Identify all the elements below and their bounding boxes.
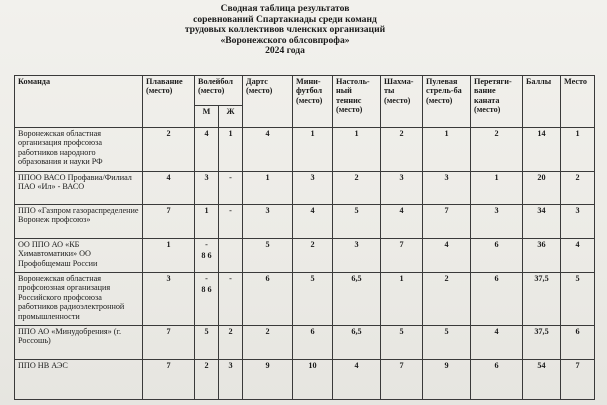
cell-volleyball-men xyxy=(195,273,219,326)
table-row xyxy=(15,239,595,273)
cell-chess: 7 xyxy=(381,360,423,400)
cell-volleyball-men-value: - xyxy=(205,240,208,249)
cell-tug-of-war: 6 xyxy=(471,239,523,273)
cell-shooting: 4 xyxy=(423,239,471,273)
cell-volleyball-men: 4 xyxy=(195,128,219,172)
cell-minifootball: 10 xyxy=(293,360,333,400)
header-place: Место xyxy=(561,76,595,128)
cell-minifootball: 3 xyxy=(293,172,333,205)
cell-table-tennis: 6,5 xyxy=(333,326,381,360)
document-title xyxy=(150,4,420,57)
cell-darts: 2 xyxy=(243,326,293,360)
table-row xyxy=(15,205,595,239)
cell-place: 6 xyxy=(561,326,595,360)
cell-volleyball-women: 2 xyxy=(219,326,243,360)
cell-chess: 2 xyxy=(381,128,423,172)
cell-volleyball-women: 3 xyxy=(219,360,243,400)
cell-chess: 3 xyxy=(381,172,423,205)
cell-place: 2 xyxy=(561,172,595,205)
header-shooting: Пулевая стрель-ба (место) xyxy=(423,76,471,128)
cell-shooting: 7 xyxy=(423,205,471,239)
title-line-1: Сводная таблица результатов xyxy=(220,3,350,14)
title-line-3: трудовых коллективов членских организаций xyxy=(184,24,386,36)
cell-volleyball-women xyxy=(219,239,243,273)
cell-chess: 7 xyxy=(381,239,423,273)
header-table-tennis: Настоль-ный теннис (место) xyxy=(333,76,381,128)
results-table xyxy=(14,75,595,400)
team-name: ППО АО «Минудобрения» (г. Россошь) xyxy=(15,326,143,360)
cell-minifootball: 5 xyxy=(293,273,333,326)
cell-shooting: 9 xyxy=(423,360,471,400)
header-row xyxy=(15,76,595,106)
header-chess: Шахма-ты (место) xyxy=(381,76,423,128)
cell-tug-of-war: 6 xyxy=(471,273,523,326)
cell-tug-of-war: 3 xyxy=(471,205,523,239)
cell-darts: 9 xyxy=(243,360,293,400)
cell-volleyball-women: - xyxy=(219,205,243,239)
cell-swimming: 7 xyxy=(143,326,195,360)
cell-darts: 6 xyxy=(243,273,293,326)
title-line-4: «Воронежского облсовпрофа» xyxy=(220,34,350,46)
cell-swimming: 1 xyxy=(143,239,195,273)
cell-darts: 1 xyxy=(243,172,293,205)
cell-shooting: 5 xyxy=(423,326,471,360)
cell-swimming: 4 xyxy=(143,172,195,205)
cell-swimming: 2 xyxy=(143,128,195,172)
cell-minifootball: 6 xyxy=(293,326,333,360)
cell-tug-of-war: 4 xyxy=(471,326,523,360)
cell-volleyball-men: 1 xyxy=(195,205,219,239)
header-darts: Дартс (место) xyxy=(243,76,293,128)
cell-volleyball-men: 5 xyxy=(195,326,219,360)
cell-shooting: 1 xyxy=(423,128,471,172)
cell-volleyball-women: - xyxy=(219,273,243,326)
cell-points: 20 xyxy=(523,172,561,205)
cell-points: 36 xyxy=(523,239,561,273)
cell-table-tennis: 1 xyxy=(333,128,381,172)
cell-shooting: 3 xyxy=(423,172,471,205)
cell-tug-of-war: 1 xyxy=(471,172,523,205)
cell-volleyball-men-value: - xyxy=(205,274,208,283)
cell-chess: 5 xyxy=(381,326,423,360)
cell-place: 7 xyxy=(561,360,595,400)
cell-table-tennis: 3 xyxy=(333,239,381,273)
cell-swimming: 3 xyxy=(143,273,195,326)
cell-darts: 4 xyxy=(243,128,293,172)
cell-place: 5 xyxy=(561,273,595,326)
team-name: Воронежская областная профсоюзная организация Российского профсоюза работников радиоэлектронной промышленности xyxy=(15,273,143,326)
table-row xyxy=(15,172,595,205)
cell-table-tennis: 4 xyxy=(333,360,381,400)
team-name: ППОО ВАСО Профавиа/Филиал ПАО «Ил» - ВАСО xyxy=(15,172,143,205)
header-volleyball-women: Ж xyxy=(219,106,243,128)
table-row xyxy=(15,326,595,360)
cell-volleyball-men xyxy=(195,239,219,273)
cell-volleyball-men: 2 xyxy=(195,360,219,400)
header-minifootball: Мини-футбол (место) xyxy=(293,76,333,128)
table-row xyxy=(15,273,595,326)
cell-volleyball-women: 1 xyxy=(219,128,243,172)
cell-table-tennis: 5 xyxy=(333,205,381,239)
cell-volleyball-men-note: 8 6 xyxy=(201,251,212,261)
cell-points: 54 xyxy=(523,360,561,400)
cell-points: 14 xyxy=(523,128,561,172)
cell-darts: 3 xyxy=(243,205,293,239)
cell-points: 37,5 xyxy=(523,326,561,360)
cell-minifootball: 1 xyxy=(293,128,333,172)
cell-tug-of-war: 2 xyxy=(471,128,523,172)
cell-table-tennis: 2 xyxy=(333,172,381,205)
team-name: ППО НВ АЭС xyxy=(15,360,143,400)
header-points: Баллы xyxy=(523,76,561,128)
cell-points: 34 xyxy=(523,205,561,239)
cell-place: 1 xyxy=(561,128,595,172)
cell-swimming: 7 xyxy=(143,205,195,239)
team-name: ОО ППО АО «КБ Химавтоматики» ОО Профобщемаш России xyxy=(15,239,143,273)
cell-place: 4 xyxy=(561,239,595,273)
header-tug-of-war: Перетяги-вание каната (место) xyxy=(471,76,523,128)
cell-points: 37,5 xyxy=(523,273,561,326)
team-name: ППО «Газпром газораспределение Воронеж профсоюз» xyxy=(15,205,143,239)
title-line-5: 2024 года xyxy=(265,45,305,57)
cell-volleyball-men-note: 8 6 xyxy=(201,285,212,295)
header-volleyball: Волейбол (место) xyxy=(195,76,243,106)
cell-volleyball-women: - xyxy=(219,172,243,205)
cell-volleyball-men: 3 xyxy=(195,172,219,205)
title-line-2: соревнований Спартакиады среди команд xyxy=(193,13,377,25)
cell-place: 3 xyxy=(561,205,595,239)
cell-table-tennis: 6,5 xyxy=(333,273,381,326)
header-swimming: Плавание (место) xyxy=(143,76,195,128)
header-team: Команда xyxy=(15,76,143,128)
cell-swimming: 7 xyxy=(143,360,195,400)
header-volleyball-men: М xyxy=(195,106,219,128)
table-row xyxy=(15,128,595,172)
cell-minifootball: 2 xyxy=(293,239,333,273)
cell-chess: 1 xyxy=(381,273,423,326)
cell-shooting: 2 xyxy=(423,273,471,326)
cell-chess: 4 xyxy=(381,205,423,239)
table-row xyxy=(15,360,595,400)
cell-darts: 5 xyxy=(243,239,293,273)
cell-minifootball: 4 xyxy=(293,205,333,239)
team-name: Воронежская областная организация профсоюза работников народного образования и науки РФ xyxy=(15,128,143,172)
cell-tug-of-war: 6 xyxy=(471,360,523,400)
